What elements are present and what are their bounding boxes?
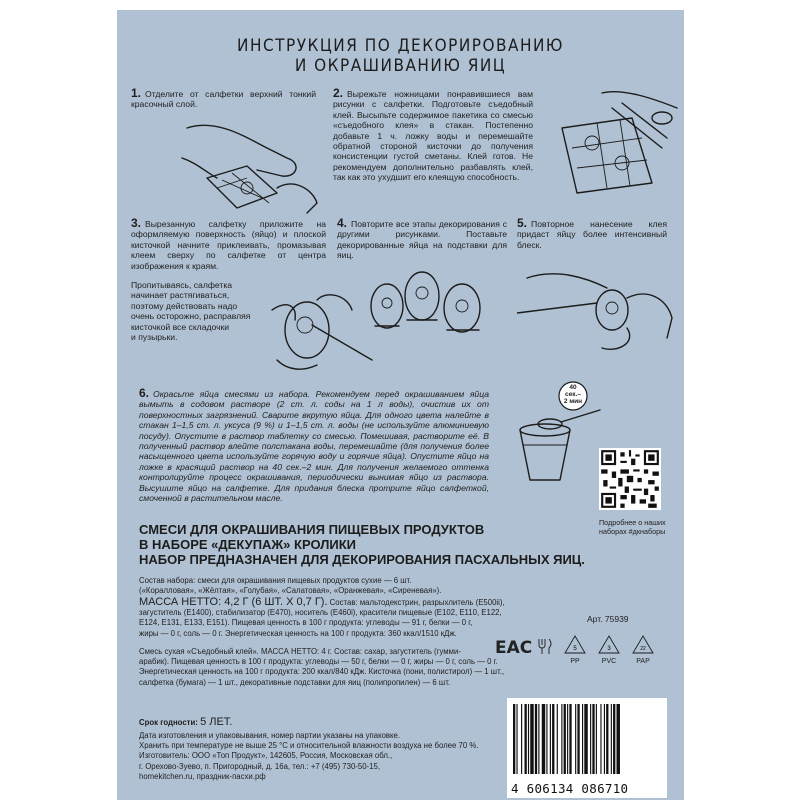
hands-varnishing-egg-illustration (517, 258, 677, 358)
qr-code[interactable] (599, 448, 661, 510)
article-number: Арт. 75939 (587, 614, 629, 624)
step-1: 1. Отделите от салфетки верхний тонкий красочный слой. (131, 86, 316, 110)
svg-text:5: 5 (573, 646, 577, 652)
heading-line-2: В НАБОРЕ «ДЕКУПАЖ» КРОЛИКИ (139, 537, 356, 552)
step-5-text: Повторное нанесение клея придаст яйцу более интенсивный блеск. (517, 219, 667, 250)
scissors-cutting-napkin-illustration (542, 88, 682, 198)
svg-text:3: 3 (607, 646, 611, 652)
step-3-text: Вырезанную салфетку приложите на оформляемую поверхность (яйцо) и плоской кисточкой начните приклеивать, промазывая клеем сверху по салфетке от центра изображения к краям. (131, 219, 326, 271)
step-3-text-2: Пропитываясь, салфетка начинает растягиваться, поэтому действовать надо очень осторожно, расправляя кисточкой все складочки и пузырьки. (131, 280, 251, 343)
timer-label: 40 сек.– 2 мин (563, 384, 583, 405)
step-2-text: Вырежьте ножницами понравившиеся вам рисунки с салфетки. Подготовьте съедобный клей. Высыпьте содержимое пакетика со смесью «съедобного клея» в стакан. Постепенно добавьте 1 ч. ложку воды и перемешайте обратной стороной кисточки до получения консистенции густой сметаны. Клей готов. Не рекомендуем дополнительно разбавлять клей, так как это ухудшит его клеящую способность. (333, 89, 533, 183)
composition-block-1 (139, 576, 579, 596)
heading-line-1: СМЕСИ ДЛЯ ОКРАШИВАНИЯ ПИЩЕВЫХ ПРОДУКТОВ (139, 522, 485, 537)
brush-gluing-egg-illustration (267, 280, 377, 375)
step-4: 4. Повторите все этапы декорирования с другими рисунками. Поставьте декорированные яйца на подставки для яиц. (337, 216, 507, 261)
title-line-1: ИНСТРУКЦИЯ ПО ДЕКОРИРОВАНИЮ (237, 36, 564, 56)
glue-label: Смесь сухая «Съедобный клей». МАССА НЕТТО: 4 г. (139, 647, 332, 656)
step-6: 6. Окрасьте яйца смесями из набора. Рекомендуем перед окрашиванием яйца вымыть в содовом растворе (2 ст. л. соды на 1 л воды), очистив их от поверхностных загрязнений. Сварите вкрутую яйца. Для одного цвета налейте в стакан 1–1,5 ст. л. уксуса (9 %) и 1–1,5 ст. л. воды (не используйте алюминиевую посуду). Опустите в раствор таблетку со смесью. Помешивая, растворите её. В полученный раствор влейте полстакана воды, перемешайте (для получения более насыщенного цвета используйте горячую воду и горячие яйца). Опустите яйцо на ложке в красящий раствор на 40 сек.–2 мин. Для получения желаемого оттенка контролируйте процесс окрашивания, периодически вынимая яйцо из раствора. Высушите яйцо на салфетке. Для придания блеска протрите яйцо салфеткой, смоченной в растительном масле. (139, 386, 489, 504)
title-line-2: И ОКРАШИВАНИЮ ЯИЦ (294, 56, 507, 76)
svg-text:22: 22 (640, 646, 646, 652)
shelf-life (139, 717, 439, 728)
decorated-eggs-illustration (367, 268, 497, 348)
recycle-pp-icon (563, 634, 587, 656)
step-2: 2. Вырежьте ножницами понравившиеся вам рисунки с салфетки. Подготовьте съедобный клей. Высыпьте содержимое пакетика со смесью «съедобного клея» в стакан. Постепенно добавьте 1 ч. ложку воды и перемешайте обратной стороной кисточки до получения консистенции густой сметаны. Клей готов. Не рекомендуем дополнительно разбавлять клей, так как это ухудшит его клеящую способность. (333, 86, 533, 183)
composition-glue-text: Состав: сахар, загуститель (гумми- арабик). Пищевая ценность в 100 г продукта: углеводы — 50 г, белки — 0 г, жиры — 0 г, соль — 0 г. Энергетическая ценность на 100 г продукта: 200 ккал/840 кДж. Кисточка (пони, полистирол) — 1 шт., салфетка (бумага) — 1 шт., декоративные подставки для яиц (полипропилен) — 6 шт. (139, 647, 505, 687)
step-5: 5. Повторное нанесение клея придаст яйцу более интенсивный блеск. (517, 216, 667, 250)
glass-with-spoon-illustration (495, 380, 605, 490)
hands-peeling-napkin-illustration (177, 118, 322, 216)
eac-mark: EAC (495, 638, 533, 658)
shelf-life-label: Срок годности: (139, 718, 198, 727)
step-3: 3. Вырезанную салфетку приложите на оформляемую поверхность (яйцо) и плоской кисточкой начните приклеивать, промазывая клеем сверху по салфетке от центра изображения к краям. (131, 216, 326, 271)
recycle-pap-icon (631, 634, 655, 656)
barcode (507, 698, 667, 798)
barcode-digits: 4 606134 086710 (511, 781, 629, 796)
composition-block-2 (139, 597, 589, 639)
mass-label: МАССА НЕТТО: 4,2 Г (6 ШТ. Х 0,7 Г). (139, 596, 328, 608)
instruction-card (117, 10, 684, 800)
recycle-pvc-icon (597, 634, 621, 656)
step-1-text: Отделите от салфетки верхний тонкий красочный слой. (131, 89, 316, 110)
recycle-pvc-label: PVC (601, 658, 617, 665)
barcode-bars (507, 698, 667, 778)
recycle-pp-label: PP (570, 658, 580, 665)
composition-set-text: Состав набора: смеси для окрашивания пищевых продуктов сухие — 6 шт. («Коралловая», «Жёлтая», «Голубая», «Салатовая», «Оранжевая», «Сиреневая»). (139, 576, 442, 596)
qr-caption: Подробнее о наших наборах #дкнаборы (599, 518, 666, 536)
footer-info: Дата изготовления и упаковывания, номер партии указаны на упаковке. Хранить при температуре не выше 25 °С и относительной влажности воздуха не более 70 %. Изготовитель: ООО «Топ Продукт», 142605, Россия, Московская обл., г. Орехово-Зуево, п. Пригородный, д. 16а, тел.: +7 (495) 730-50-15, homekitchen.ru, праздник-пасхи.рф (139, 731, 479, 781)
heading-line-3: НАБОР ПРЕДНАЗНАЧЕН ДЛЯ ДЕКОРИРОВАНИЯ ПАСХАЛЬНЫХ ЯИЦ. (139, 552, 585, 567)
recycle-pap-label: PAP (636, 658, 650, 665)
step-6-text: Окрасьте яйца смесями из набора. Рекомендуем перед окрашиванием яйца вымыть в содовом растворе (2 ст. л. соды на 1 л воды), очистив их от поверхностных загрязнений. Сварите вкрутую яйца. Для одного цвета налейте в стакан 1–1,5 ст. л. уксуса (9 %) и 1–1,5 ст. л. воды (не используйте алюминиевую посуду). Опустите в раствор таблетку со смесью. Помешивая, растворите её. В полученный раствор влейте полстакана воды, перемешайте (для получения более насыщенного цвета используйте горячую воду и горячие яйца). Опустите яйцо на ложке в красящий раствор на 40 сек.–2 мин. Для получения желаемого оттенка контролируйте процесс окрашивания, периодически вынимая яйцо из раствора. Высушите яйцо на салфетке. Для придания блеска протрите яйцо салфеткой, смоченной в растительном масле. (139, 389, 489, 504)
composition-dye-text: Состав: мальтодекстрин, разрыхлитель (E500ii), загуститель (E1400), стабилизатор (E470), носитель (E460i), красители пищевые (E102, E110, E122, E124, E131, E133, E151). Пищевая ценность в 100 г продукта: углеводы — 91 г, белки — 0 г, жиры — 0 г, соль — 0 г. Энергетическая ценность на 100 г продукта: 360 ккал/1510 кДж. (139, 598, 505, 638)
shelf-life-value: 5 ЛЕТ. (200, 716, 233, 728)
food-safe-icon (535, 636, 555, 656)
step-4-text: Повторите все этапы декорирования с другими рисунками. Поставьте декорированные яйца на подставки для яиц. (337, 219, 507, 261)
